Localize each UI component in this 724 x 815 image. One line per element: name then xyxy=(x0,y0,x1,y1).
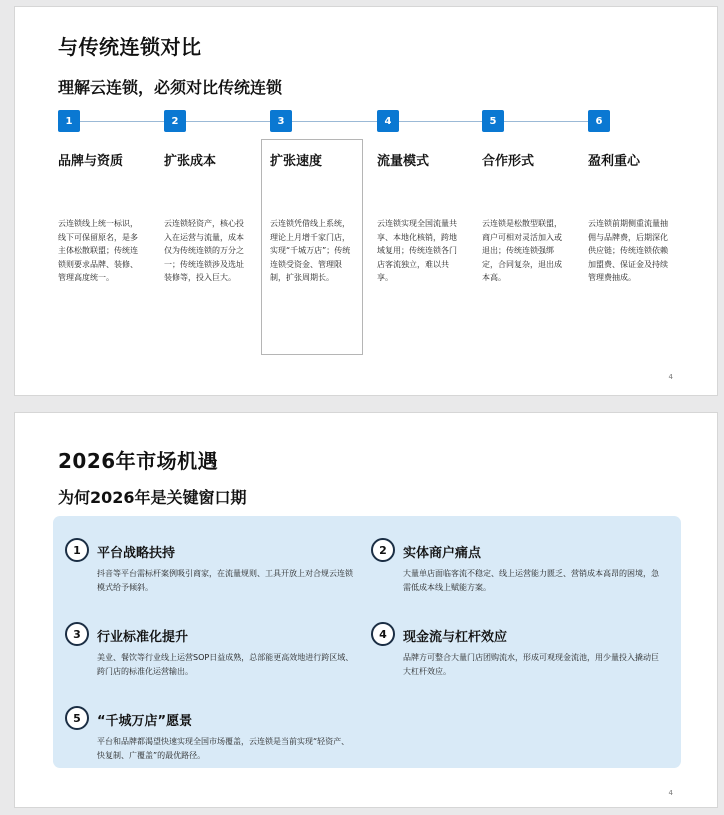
opportunity-title: 平台战略扶持 xyxy=(97,546,176,561)
slide-comparison xyxy=(14,6,718,396)
step-number-badge: 1 xyxy=(58,110,80,132)
column-title: 品牌与资质 xyxy=(58,154,124,169)
step-number-badge: 2 xyxy=(164,110,186,132)
step-number-badge: 6 xyxy=(588,110,610,132)
column-description: 云连锁是松散型联盟，商户可相对灵活加入或退出；传统连锁强绑定，合同复杂，退出成本高。 xyxy=(482,219,562,282)
number-circle: 2 xyxy=(371,538,395,562)
step-number-badge: 5 xyxy=(482,110,504,132)
page-number: 4 xyxy=(668,789,673,797)
opportunity-title: 行业标准化提升 xyxy=(97,630,189,645)
opportunity-title: “千城万店”愿景 xyxy=(97,714,193,729)
slide-title: 2026年市场机遇 xyxy=(58,449,219,473)
column-title: 扩张成本 xyxy=(164,154,217,169)
page-number: 4 xyxy=(668,373,673,381)
opportunity-description: 平台和品牌都渴望快速实现全国市场覆盖，云连锁是当前实现“轻资产、快复制、广覆盖”的最优路径。 xyxy=(97,737,350,760)
column-description: 云连锁轻资产，核心投入在运营与流量，成本仅为传统连锁的万分之一；传统连锁涉及选址装修等，投入巨大。 xyxy=(164,219,244,282)
timeline-line xyxy=(68,121,609,122)
opportunities-panel xyxy=(53,516,681,768)
number-circle: 5 xyxy=(65,706,89,730)
opportunity-description: 抖音等平台需标杆案例吸引商家，在流量规则、工具开放上对合规云连锁模式给予倾斜。 xyxy=(97,569,353,592)
step-number-badge: 3 xyxy=(270,110,292,132)
opportunity-description: 大量单店面临客流不稳定、线上运营能力匮乏、营销成本高昂的困境，急需低成本线上赋能方案。 xyxy=(403,569,659,592)
column-title: 扩张速度 xyxy=(270,154,323,169)
column-description: 云连锁前期侧重流量抽佣与品牌费，后期深化供应链；传统连锁依赖加盟费、保证金及持续管理费抽成。 xyxy=(588,219,668,282)
column-description: 云连锁线上统一标识，线下可保留原名，是多主体松散联盟；传统连锁则要求品牌、装修、管理高度统一。 xyxy=(58,219,138,282)
slide-market-opportunity xyxy=(14,412,718,808)
slide-title: 与传统连锁对比 xyxy=(58,35,202,59)
number-circle: 4 xyxy=(371,622,395,646)
opportunity-description: 美业、餐饮等行业线上运营SOP日益成熟，总部能更高效地进行跨区域、跨门店的标准化运营输出。 xyxy=(97,653,354,676)
number-circle: 3 xyxy=(65,622,89,646)
column-title: 流量模式 xyxy=(377,154,430,169)
opportunity-description: 品牌方可整合大量门店团购流水，形成可观现金流池，用少量投入撬动巨大杠杆效应。 xyxy=(403,653,659,676)
opportunity-title: 实体商户痛点 xyxy=(403,546,482,561)
column-description: 云连锁实现全国流量共享、本地化核销，跨地域复用；传统连锁各门店客流独立，难以共享。 xyxy=(377,219,457,282)
slide-subtitle: 为何2026年是关键窗口期 xyxy=(58,488,247,507)
column-title: 合作形式 xyxy=(482,154,535,169)
opportunity-title: 现金流与杠杆效应 xyxy=(403,630,508,645)
slide-subtitle: 理解云连锁，必须对比传统连锁 xyxy=(58,78,283,97)
column-description: 云连锁凭借线上系统，理论上月增千家门店，实现“千城万店”；传统连锁受资金、管理限制，扩张周期长。 xyxy=(270,219,351,282)
step-number-badge: 4 xyxy=(377,110,399,132)
column-title: 盈利重心 xyxy=(588,154,641,169)
number-circle: 1 xyxy=(65,538,89,562)
